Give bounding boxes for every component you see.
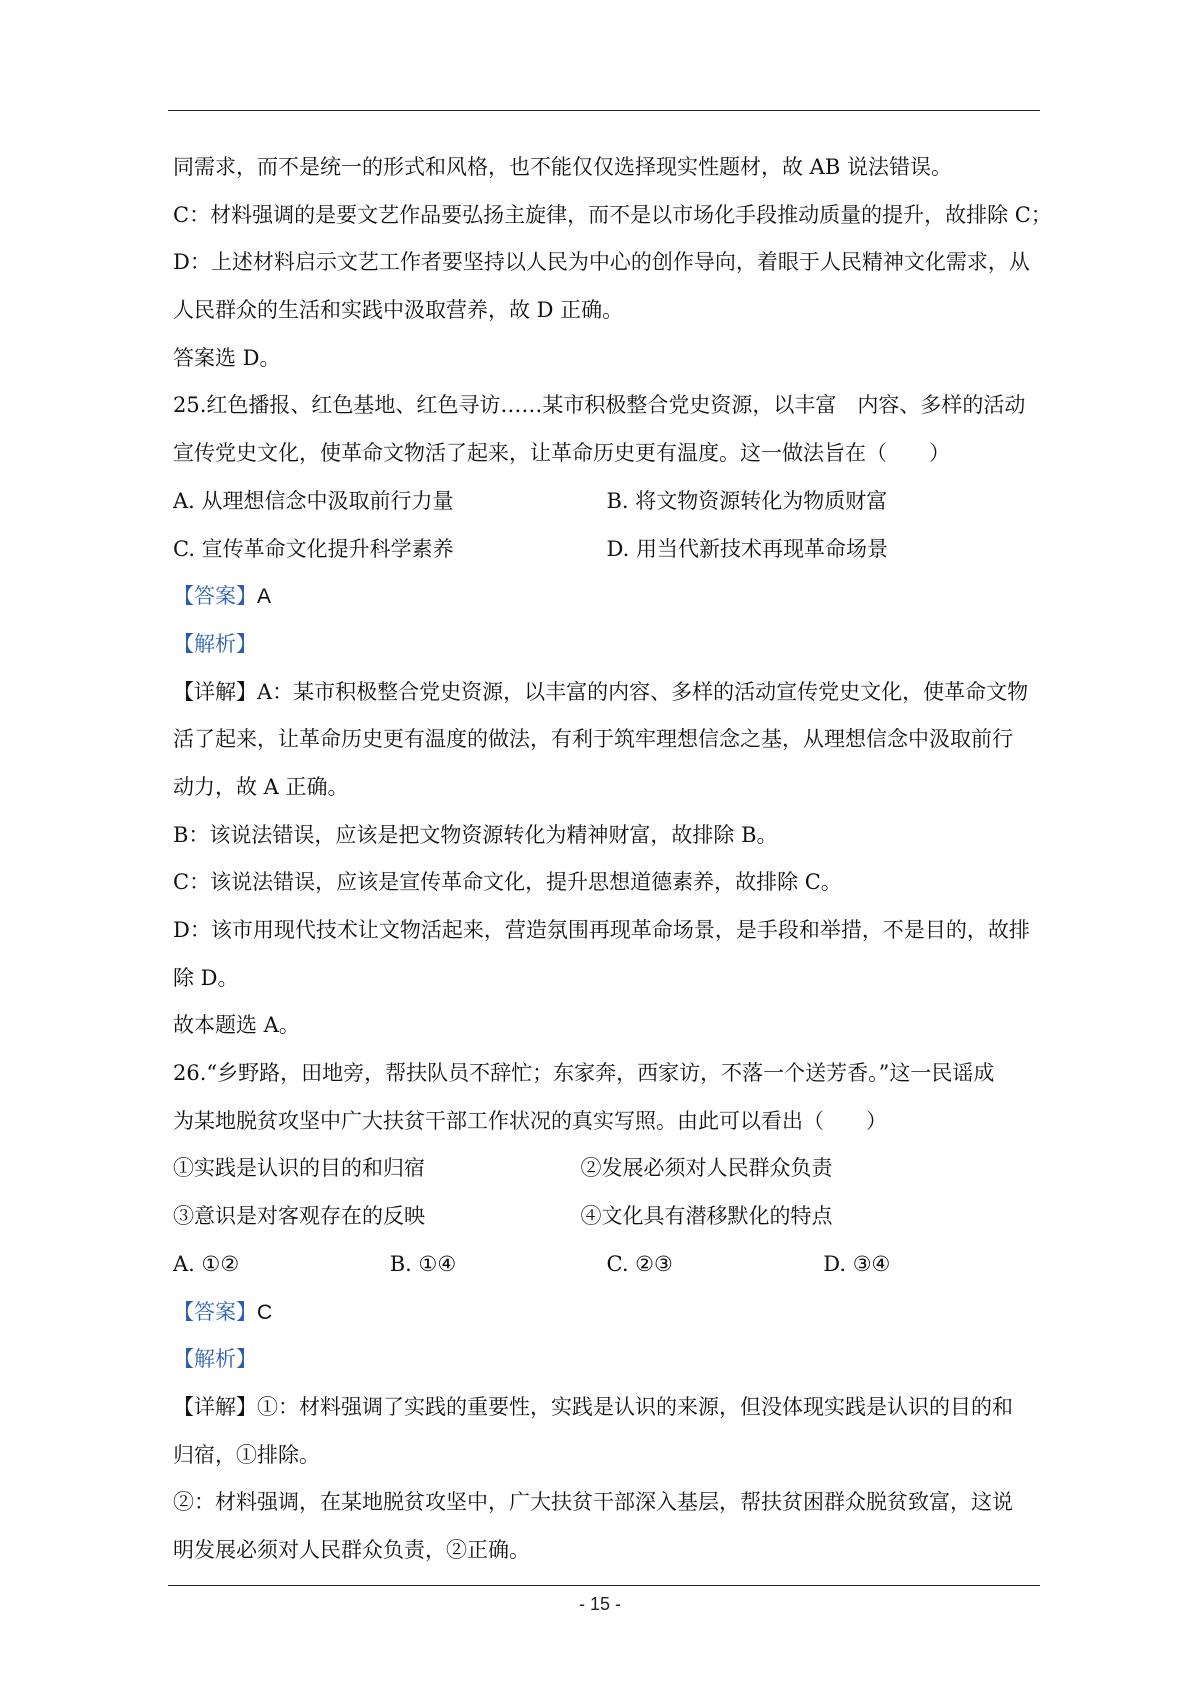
detail-line: B：该说法错误，应该是把文物资源转化为精神财富，故排除 B。: [173, 822, 778, 847]
detail-line: D：该市用现代技术让文物活起来，营造氛围再现革命场景，是手段和举措，不是目的，故排: [173, 918, 1030, 942]
question-26-statements-row: [173, 1193, 1040, 1241]
answer-value: A: [257, 585, 272, 609]
detail-line: 【详解】①：材料强调了实践的重要性，实践是认识的来源，但没体现实践是认识的目的和: [173, 1394, 1013, 1419]
text-line: 答案选 D。: [173, 345, 281, 370]
detail-line: ②：材料强调，在某地脱贫攻坚中，广大扶贫干部深入基层，帮扶贫困群众脱贫致富，这说: [173, 1490, 1013, 1515]
question-26-stem: 26.“乡野路，田地旁，帮扶队员不辞忙；东家奔，西家访，不落一个送芳香。”这一民谣成: [173, 1061, 995, 1086]
text-line: D：上述材料启示文艺工作者要坚持以人民为中心的创作导向，着眼于人民精神文化需求，从: [173, 250, 1030, 275]
option-d: D. ③④: [823, 1251, 891, 1276]
text-line: 同需求，而不是统一的形式和风格，也不能仅仅选择现实性题材，故 AB 说法错误。: [173, 155, 952, 179]
detail-line: C：该说法错误，应该是宣传革命文化，提升思想道德素养，故排除 C。: [173, 870, 842, 895]
question-25-options-row: [173, 526, 1040, 574]
detail-line: 明发展必须对人民群众负责，②正确。: [173, 1537, 530, 1562]
statement-2: ②发展必须对人民群众负责: [580, 1156, 833, 1181]
statement-4: ④文化具有潜移默化的特点: [580, 1204, 833, 1229]
option-d: D. 用当代新技术再现革命场景: [606, 536, 888, 561]
analysis-line: [173, 1336, 1040, 1384]
detail-line: 动力，故 A 正确。: [173, 774, 349, 799]
question-25-stem: 宣传党史文化，使革命文物活了起来，让革命历史更有温度。这一做法旨在（ ）: [173, 441, 950, 466]
footer-rule: [168, 1585, 1040, 1586]
option-c: C. 宣传革命文化提升科学素养: [173, 536, 454, 561]
header-rule: [168, 110, 1040, 111]
detail-line: 归宿，①排除。: [173, 1442, 320, 1467]
question-26-options-row: [173, 1241, 1040, 1289]
answer-line: [173, 573, 1040, 621]
detail-line: 除 D。: [173, 965, 239, 990]
option-a: A. ①②: [173, 1251, 240, 1276]
answer-label: 【答案】: [173, 1300, 257, 1324]
option-c: C. ②③: [606, 1251, 673, 1276]
option-b: B. 将文物资源转化为物质财富: [606, 488, 888, 513]
analysis-label: 【解析】: [173, 1348, 257, 1372]
detail-line: 【详解】A：某市积极整合党史资源，以丰富的内容、多样的活动宣传党史文化，使革命文物: [173, 679, 1029, 704]
analysis-label: 【解析】: [173, 632, 257, 656]
page-content: [173, 144, 1052, 1575]
detail-line: 故本题选 A。: [173, 1013, 300, 1038]
option-b: B. ①④: [389, 1251, 457, 1276]
answer-label: 【答案】: [173, 585, 257, 609]
answer-value: C: [257, 1300, 273, 1324]
question-26-stem: 为某地脱贫攻坚中广大扶贫干部工作状况的真实写照。由此可以看出（ ）: [173, 1108, 887, 1133]
statement-3: ③意识是对客观存在的反映: [173, 1204, 425, 1229]
text-line: C：材料强调的是要文艺作品要弘扬主旋律，而不是以市场化手段推动质量的提升，故排除 C；: [173, 202, 1052, 227]
question-25-options-row: [173, 478, 1040, 526]
statement-1: ①实践是认识的目的和归宿: [173, 1156, 425, 1181]
answer-line: [173, 1289, 1040, 1337]
page-number: - 15 -: [578, 1594, 621, 1614]
detail-line: 活了起来，让革命历史更有温度的做法，有利于筑牢理想信念之基，从理想信念中汲取前行: [173, 727, 1013, 752]
question-26-statements-row: [173, 1145, 1040, 1193]
question-25-stem: 25.红色播报、红色基地、红色寻访……某市积极整合党史资源，以丰富 内容、多样的活动: [173, 393, 1026, 418]
analysis-line: [173, 621, 1040, 669]
option-a: A. 从理想信念中汲取前行力量: [173, 488, 454, 513]
text-line: 人民群众的生活和实践中汲取营养，故 D 正确。: [173, 298, 624, 323]
